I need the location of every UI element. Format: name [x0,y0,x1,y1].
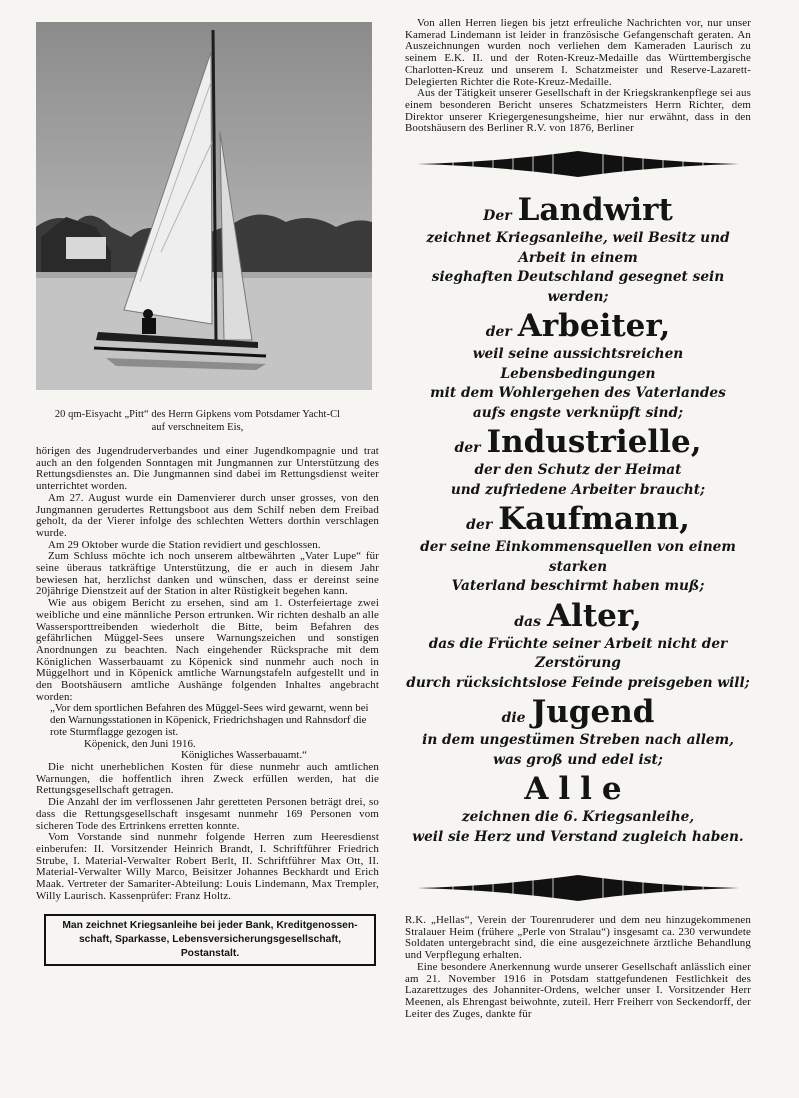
poster-lead: der [454,440,481,457]
right-column [405,18,751,1020]
poster-line: zeichnet Kriegsanleihe, weil Besitz und Arbeit in einem [426,230,730,266]
poster-line: und zufriedene Arbeiter braucht; [450,481,706,498]
right-bottom-text [405,915,751,1020]
notice-line-2: schaft, Sparkasse, Lebensversicherungsgesellschaft, Postanstalt. [78,934,342,960]
ice-yacht-image [36,22,372,390]
paragraph: Die nicht unerheblichen Kosten für diese nunmehr auch amtlichen Warnungen, die hoffentlich ihren Zweck erfüllen werden, hat die Rettungsgesellschaft getragen. [36,760,379,797]
paragraph: Am 29 Oktober wurde die Station revidiert und geschlossen. [48,538,321,551]
paragraph: Von allen Herren liegen bis jetzt erfreuliche Nachrichten vor, nur unser Kamerad Lindemann ist leider in französische Gefangenschaft geraten. An Auszeichnungen wurden noch verliehen dem Kameraden Laurisch zu seinem E.K. II. und der Roten-Kreuz-Medaille das Württembergische Charlotten-Kreuz und unserem I. Schatzmeister und Reserve-Lazarett-Delegierten Richter die Rote-Kreuz-Medaille. [405,17,751,88]
quote-signature: Königliches Wasserbauamt.“ [181,749,307,762]
left-body-text [36,446,379,902]
poster-line: das die Früchte seiner Arbeit nicht der Zerstörung [428,635,728,672]
ice-yacht-photo [36,22,372,390]
poster-line: aufs engste verknüpft sind; [472,404,684,421]
ornamental-divider-top [413,149,743,179]
paragraph: Vom Vorstande sind nunmehr folgende Herren zum Heeresdienst einberufen: II. Vorsitzender Heinrich Brandt, I. Schriftführer Friedrich Strube, I. Material-Verwalter Robert Berlt, II. Schriftführer Max Ott, II. Material-Verwalter Willy Marco, Beisitzer Johannes Beckhardt und Erich Maak. Vertreter der Samariter-Abteilung: Louis Lindemann, Max Trempler, Willy Laurisch. Kassenprüfer: Franz Holtz. [36,831,379,902]
quote-place-date: Köpenick, den Juni 1916. [84,737,196,750]
paragraph: Zum Schluss möchte ich noch unserem altbewährten „Vater Lupe“ für seine überaus tatkräftige Unterstützung, die er auch in diesem Jahr bewiesen hat, herzlichst danken und wünschen, dass er dereinst seine 20jährige Dienstzeit auf der Station in alter Rüstigkeit begehen kann. [36,550,379,598]
paragraph: hörigen des Jugendruderverbandes und einer Jugendkompagnie und trat auch an den folgenden Sonntagen mit Jungmannen zur Unterstützung des Rettungsdienstes an. Die Jungmannen sind dabei im Rettungsdienst weiter unterrichtet worden. [36,445,379,493]
left-column [36,22,379,966]
poster-heading-industrielle: Industrielle, [486,424,702,461]
poster-lead: der [485,324,512,341]
war-bond-poster [405,191,751,847]
poster-line: der seine Einkommensquellen von einem starken [420,539,736,575]
ornamental-divider-bottom [413,873,743,903]
paragraph: Eine besondere Anerkennung wurde unserer Gesellschaft anlässlich einer am 21. November 1916 in Potsdam stattgefundenen Festlichkeit des Lazarettzuges des Johanniter-Ordens, welcher unser I. Vorsitzender Herr Meenen, als Ehrengast beiwohnte, zuteil. Herr Freiherr von Seckendorff, der Leiter des Zuges, dankte für [405,960,751,1020]
poster-lead: Der [483,208,512,225]
poster-heading-kaufmann: Kaufmann, [498,501,690,538]
poster-heading-alle: Alle [524,771,632,808]
poster-lead: das [514,613,541,630]
poster-heading-landwirt: Landwirt [517,192,673,229]
poster-line: was groß und edel ist; [493,751,663,768]
caption-line-1: 20 qm-Eisyacht „Pitt“ des Herrn Gipkens vom Potsdamer Yacht-Cl [54,409,341,420]
paragraph: Wie aus obigem Bericht zu ersehen, sind am 1. Osterfeiertage zwei weibliche und eine männliche Person ertrunken. Wir richten deshalb an alle Wassersporttreibenden wiederholt die Bitte, beim Befahren des gefährlichen Müggel-Sees unsere Warnungszeichen und sonstigen Anordnungen zu beachten. Nach eingehender Rücksprache mit dem Königlichen Wasserbauamt zu Köpenick sind nunmehr auch noch in Müggelhort und in Köpenick amtliche Warnungstafeln aufgestellt und in den Bootshäusern amtliche Aushänge folgenden Inhaltes angebracht worden: [36,597,379,703]
poster-line: durch rücksichtslose Feinde preisgeben will; [406,674,750,691]
war-bond-notice-box [44,914,376,966]
poster-line: weil seine aussichtsreichen Lebensbedingungen [472,346,684,382]
photo-caption [8,408,387,434]
poster-line: Vaterland beschirmt haben muß; [451,578,705,595]
poster-heading-arbeiter: Arbeiter, [517,308,671,345]
paragraph: Am 27. August wurde ein Damenvierer durch unser grosses, von den Jungmannen gerudertes Rettungsboot aus dem Schilf neben dem Freibad geholt, da der Vierer infolge des schlechten Wetters dorthin verschlagen wurde. [36,491,379,539]
poster-heading-jugend: Jugend [531,694,655,731]
poster-lead: der [466,517,493,534]
warning-quote: „Vor dem sportlichen Befahren des Müggel-Sees wird gewarnt, wenn bei den Warnungsstationen in Köpenick, Friedrichshagen und Rahnsdorf die rote Sturmflagge gezogen ist. [50,702,369,738]
poster-lead: die [501,710,526,727]
paragraph: Die Anzahl der im verflossenen Jahr geretteten Personen beträgt drei, so dass die Rettungsgesellschaft insgesamt nunmehr 169 Personen vom sicheren Tode des Ertrinkens erretten konnte. [36,796,379,832]
poster-line: weil sie Herz und Verstand zugleich haben. [412,828,744,845]
paragraph: Aus der Tätigkeit unserer Gesellschaft in der Kriegskrankenpflege sei aus einem besonderen Bericht unseres Schatzmeisters Herrn Richter, dem Direktor unserer Kriegergenesungsheime, hier nur erwähnt, dass in den Bootshäusern des Berliner R.V. von 1876, Berliner [405,87,751,135]
poster-line: in dem ungestümen Streben nach allem, [422,732,734,749]
poster-line: mit dem Wohlergehen des Vaterlandes [430,385,726,402]
caption-line-2: auf verschneitem Eis, [151,422,244,433]
paragraph: R.K. „Hellas“, Verein der Tourenruderer und dem neu hinzugekommenen Stralauer Heim (frühere „Perle von Stralau“) insgesamt ca. 230 verwundete Soldaten untergebracht sind, die eine ausgezeichnete ärztliche Behandlung und Verpflegung erhalten. [405,914,751,962]
poster-heading-alter: Alter, [547,597,642,634]
poster-line: der den Schutz der Heimat [474,462,682,479]
notice-line-1: Man zeichnet Kriegsanleihe bei jeder Bank, Kreditgenossen- [62,920,358,932]
poster-line: zeichnen die 6. Kriegsanleihe, [461,809,695,826]
poster-line: sieghaften Deutschland gesegnet sein werden; [431,269,725,305]
